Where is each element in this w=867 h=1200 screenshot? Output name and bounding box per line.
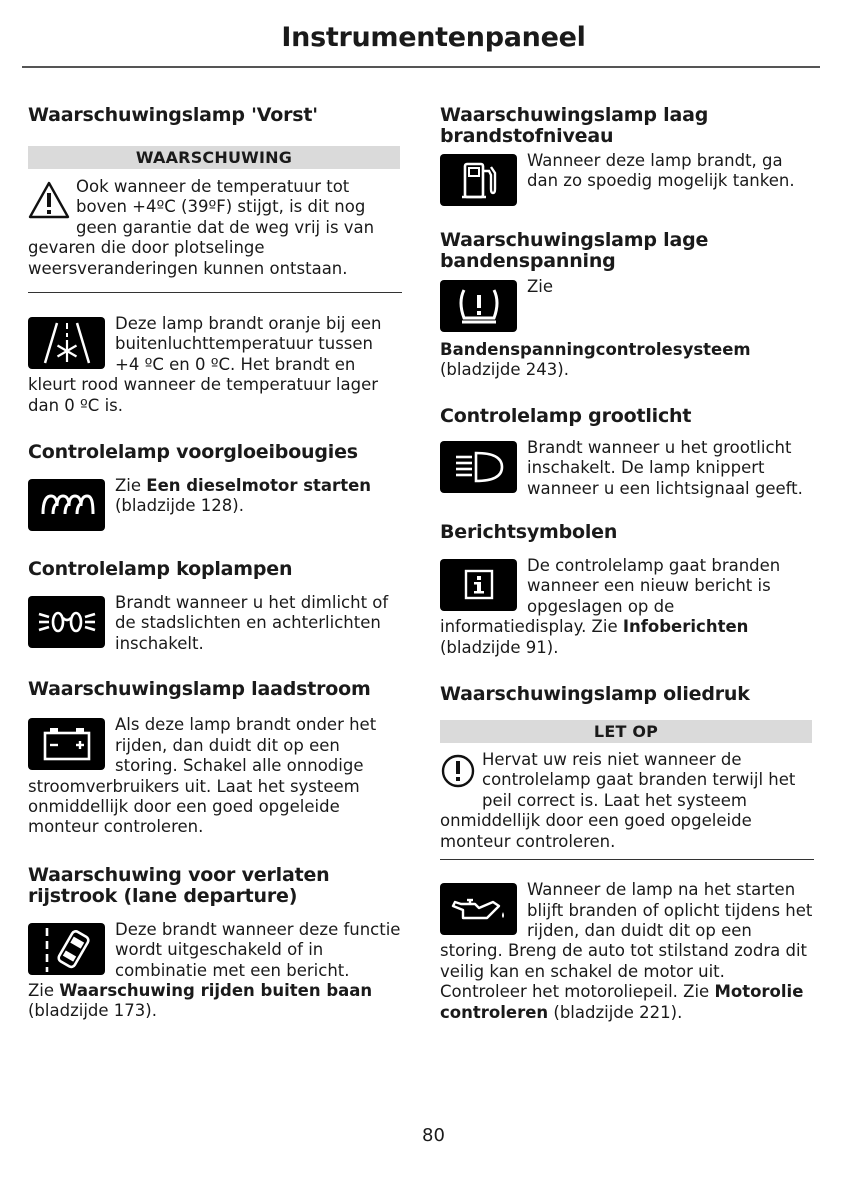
frost-heading: Waarschuwingslamp 'Vorst' xyxy=(28,104,318,126)
highbeam-heading: Controlelamp grootlicht xyxy=(440,404,692,427)
lane-departure-icon xyxy=(28,923,105,975)
glow-plug-section xyxy=(28,442,402,531)
highbeam-text: Brandt wanneer u het grootlicht inschakelt. De lamp knippert wanneer u een lichtsignaal geeft. xyxy=(527,437,803,498)
oil-heading: Waarschuwingslamp oliedruk xyxy=(440,683,750,706)
tyre-pressure-icon xyxy=(440,280,517,332)
warning-triangle-icon xyxy=(28,181,70,223)
battery-icon xyxy=(28,718,105,770)
lane-ref-pre: Zie xyxy=(28,980,60,1000)
fuel-pump-icon xyxy=(440,154,517,206)
glow-plug-icon xyxy=(28,479,105,531)
right-column xyxy=(440,100,814,1023)
warning-rule xyxy=(28,292,402,293)
warning-block xyxy=(28,177,402,279)
glow-heading: Controlelamp voorgloeibougies xyxy=(28,441,358,464)
tyre-pressure-section xyxy=(440,230,814,381)
tyre-text: Zie xyxy=(527,277,554,296)
tyre-reference-link[interactable]: Bandenspanningcontrolesysteem xyxy=(440,340,751,359)
messages-heading: Berichtsymbolen xyxy=(440,521,618,544)
fuel-text: Wanneer deze lamp brandt, ga dan zo spoedig mogelijk tanken. xyxy=(527,151,795,191)
caution-text: Hervat uw reis niet wanneer de controlelamp gaat branden terwijl het peil correct is. Laat het systeem onmiddellijk door een goed opgeleide monteur controleren. xyxy=(440,750,796,851)
lane-departure-section xyxy=(28,865,402,1022)
lane-heading: Waarschuwing voor verlaten rijstrook (lane departure) xyxy=(28,863,330,907)
page-number: 80 xyxy=(422,1125,445,1146)
caution-rule xyxy=(440,859,814,860)
lane-reference xyxy=(28,981,402,1022)
info-icon xyxy=(440,559,517,611)
headlamps-heading: Controlelamp koplampen xyxy=(28,558,293,581)
left-column xyxy=(28,100,402,1022)
lane-reference-link[interactable]: Waarschuwing rijden buiten baan xyxy=(59,980,373,1000)
warning-text: Ook wanneer de temperatuur tot boven +4ºC (39ºF) stijgt, is dit nog geen garantie dat de weg vrij is van gevaren die door plotselinge weersveranderingen kunnen ontstaan. xyxy=(28,177,375,278)
warning-banner: WAARSCHUWING xyxy=(28,146,400,169)
oil-text-body: Wanneer de lamp na het starten blijft branden of oplicht tijdens het rijden, dan duidt dit op een storing. Breng de auto tot stilstand zodra dit veilig kan en schakel de motor uit. Controleer het motoroliepeil. Zie xyxy=(440,880,813,1002)
dipped-beam-icon xyxy=(28,596,105,648)
messages-text-post: (bladzijde 91). xyxy=(440,637,559,657)
lane-text: Deze brandt wanneer deze functie wordt uitgeschakeld of in combinatie met een bericht. xyxy=(115,919,401,980)
glow-reference-link[interactable]: Een dieselmotor starten xyxy=(146,476,372,496)
messages-reference-link[interactable]: Infoberichten xyxy=(622,617,749,637)
lane-ref-post: (bladzijde 173). xyxy=(28,1001,157,1021)
oil-text-post: (bladzijde 221). xyxy=(548,1002,683,1022)
fuel-heading: Waarschuwingslamp laag brandstofniveau xyxy=(440,104,709,147)
page-title: Instrumentenpaneel xyxy=(281,22,586,53)
tyre-ref-post: (bladzijde 243). xyxy=(440,360,569,380)
frost-road-icon xyxy=(28,317,105,369)
title-divider xyxy=(22,66,820,68)
messages-section xyxy=(440,522,814,658)
headlamps-text: Brandt wanneer u het dimlicht of de stadslichten en achterlichten inschakelt. xyxy=(115,593,389,653)
frost-text: Deze lamp brandt oranje bij een buitenluchttemperatuur tussen +4 ºC en 0 ºC. Het brandt en kleurt rood wanneer de temperatuur lager dan 0 ºC is. xyxy=(28,314,382,415)
oil-can-icon xyxy=(440,883,517,935)
caution-banner: LET OP xyxy=(440,720,812,743)
fuel-section xyxy=(440,105,814,206)
high-beam-section xyxy=(440,406,814,499)
charging-section xyxy=(28,679,402,837)
caution-block xyxy=(440,750,814,852)
oil-reference-link[interactable]: Motorolie controleren xyxy=(440,982,804,1022)
oil-pressure-section xyxy=(440,684,814,1023)
headlamps-section xyxy=(28,559,402,654)
frost-section xyxy=(28,105,402,416)
charging-text: Als deze lamp brandt onder het rijden, dan duidt dit op een storing. Schakel alle onnodige stroomverbruikers uit. Laat het systeem onmiddellijk door een goed opgeleide monteur controleren. xyxy=(28,715,377,837)
charging-heading: Waarschuwingslamp laadstroom xyxy=(28,678,371,701)
caution-icon xyxy=(440,754,476,792)
messages-text-body: De controlelamp gaat branden wanneer een nieuw bericht is opgeslagen op de informatiedisplay. Zie xyxy=(440,556,781,637)
tyre-reference xyxy=(440,340,814,381)
high-beam-icon xyxy=(440,441,517,493)
tyre-heading: Waarschuwingslamp lage bandenspanning xyxy=(440,229,709,272)
glow-text-pre: Zie xyxy=(115,476,147,496)
glow-text-post: (bladzijde 128). xyxy=(115,496,244,516)
